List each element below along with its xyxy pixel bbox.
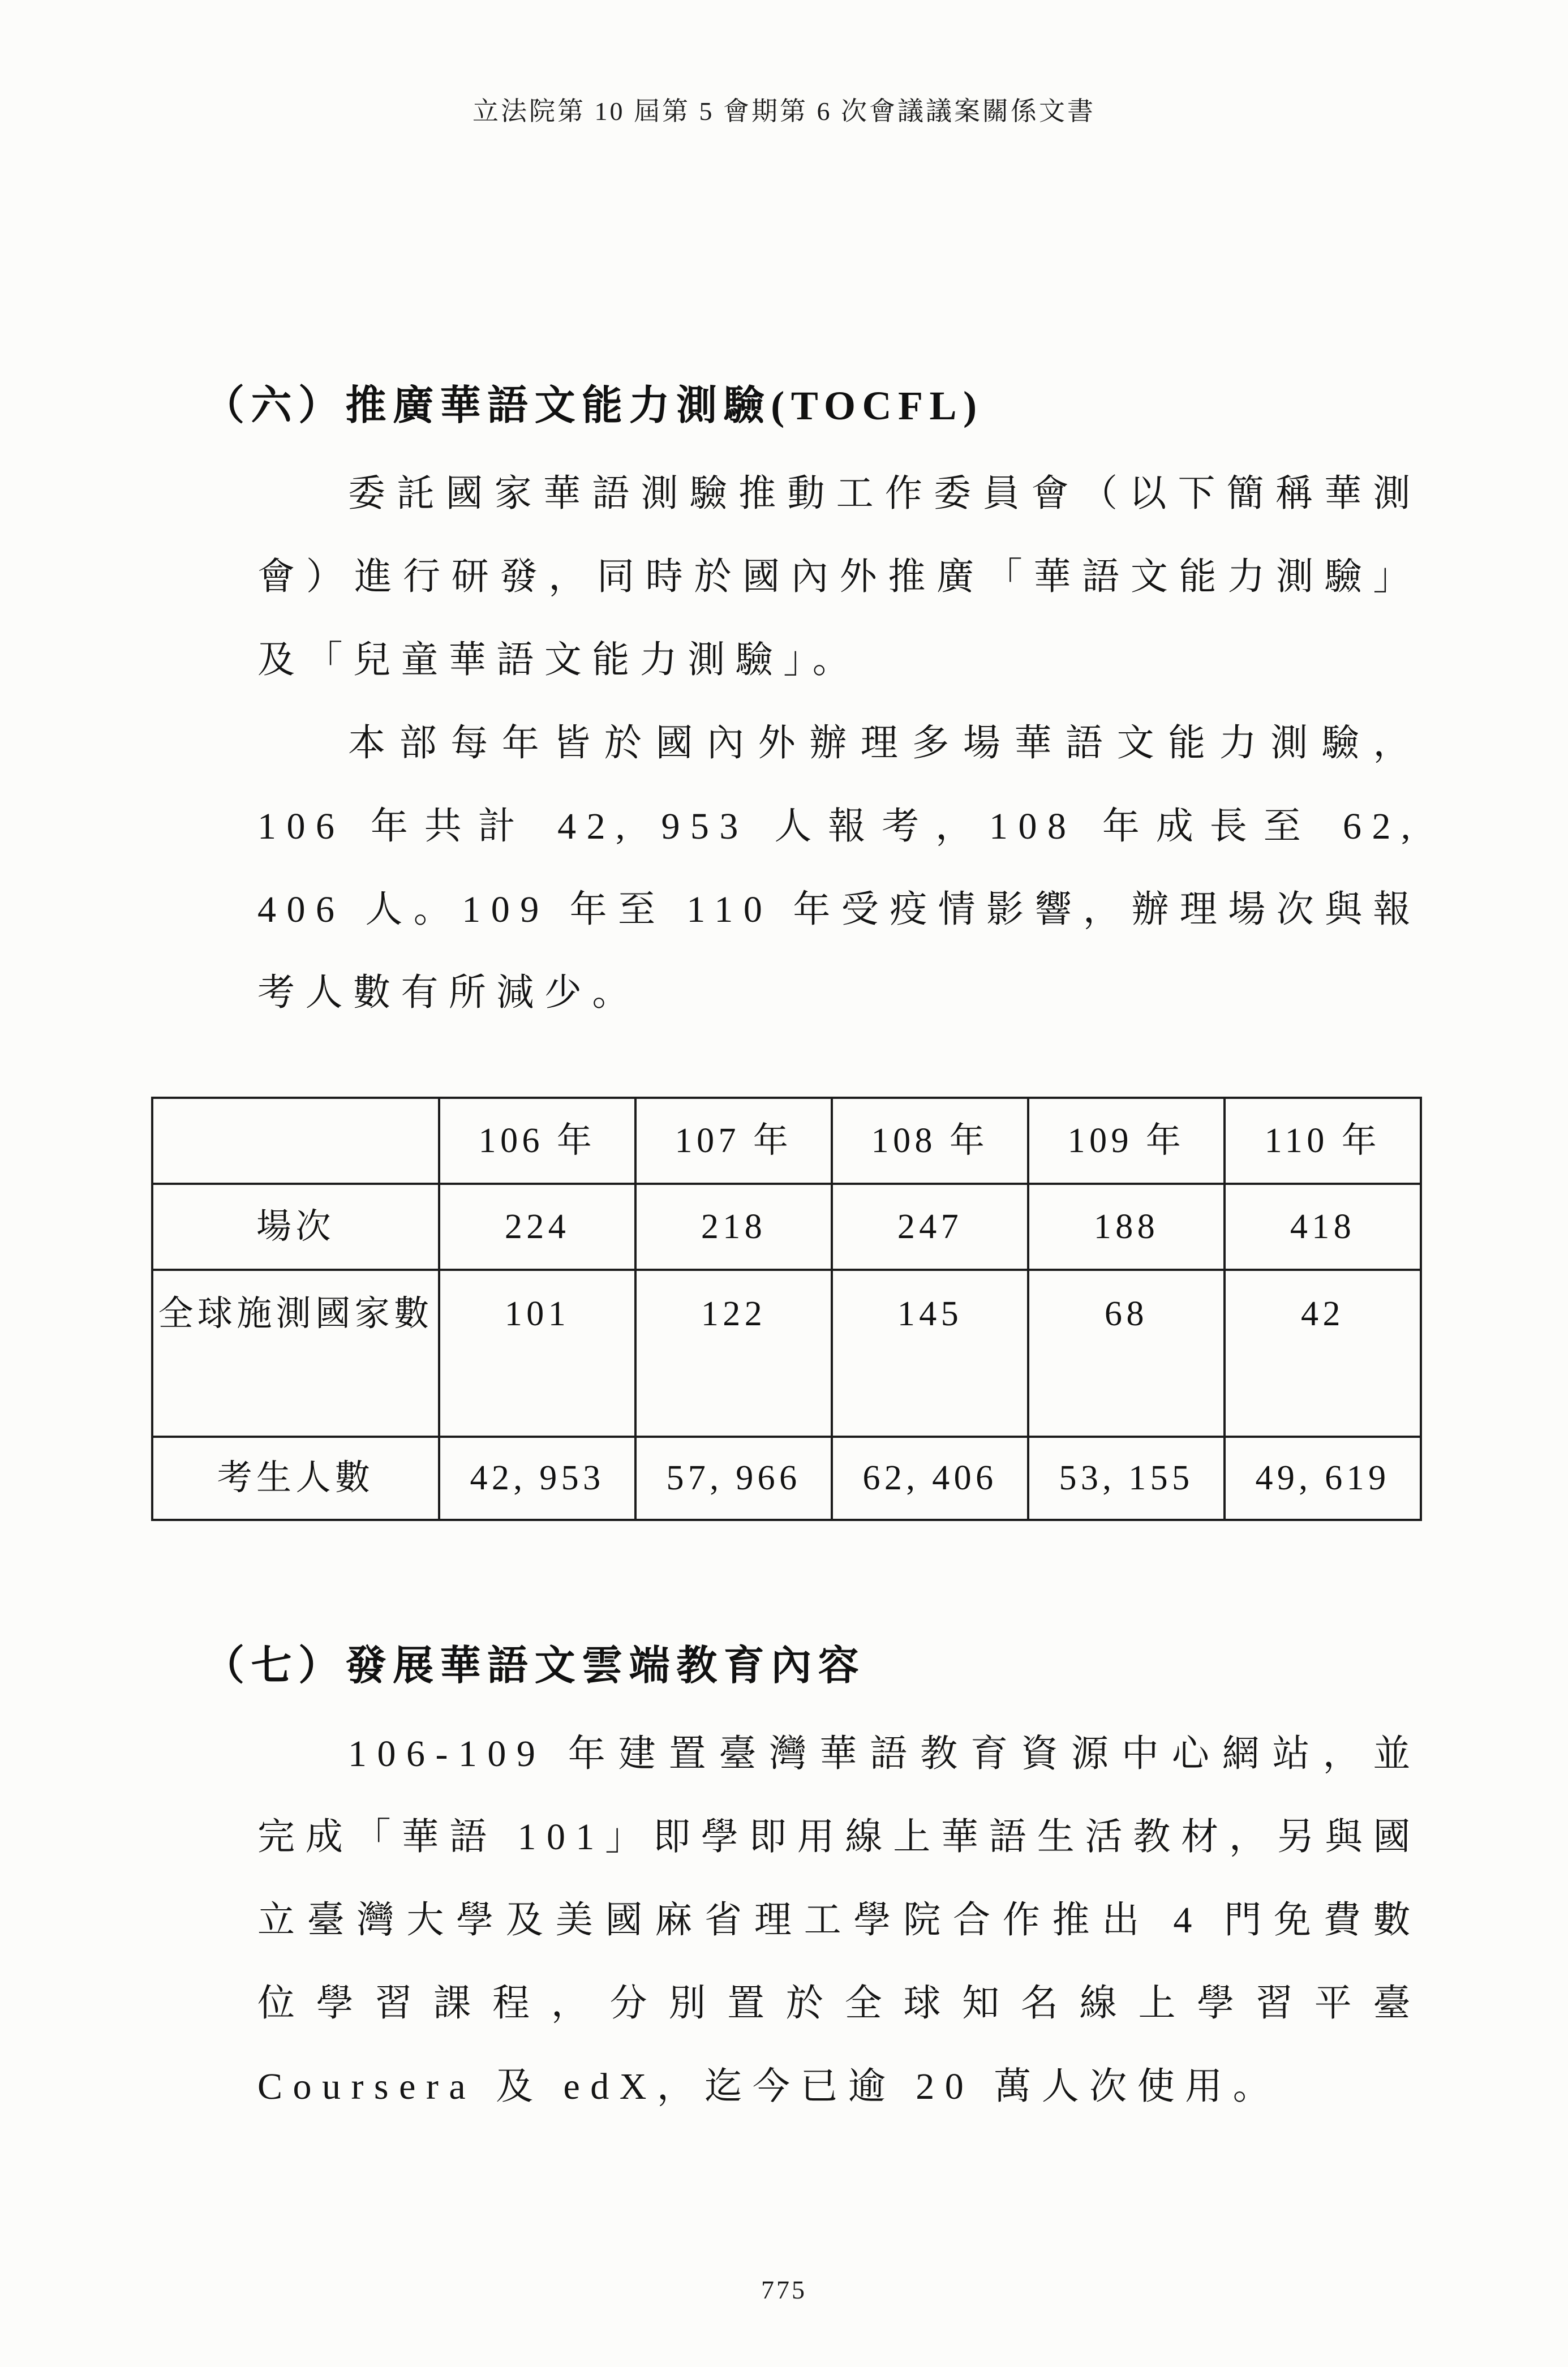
page-number: 775 [761, 2275, 807, 2304]
paragraph: 委託國家華語測驗推動工作委員會（以下簡稱華測會）進行研發，同時於國內外推廣「華語文能力測驗」及「兒童華語文能力測驗」。 [257, 472, 1421, 681]
section-7-heading: （七）發展華語文雲端教育內容 [204, 1643, 866, 1689]
table-header-year-106: 106 年 [439, 1098, 635, 1184]
row-label: 場次 [152, 1184, 439, 1270]
paragraph: 本部每年皆於國內外辦理多場華語文能力測驗，106 年共計 42, 953 人報考，108 年成長至 62, 406 人。109 年至 110 年受疫情影響，辦理場次與報考人數有所減少。 [257, 722, 1421, 1013]
table-cell: 218 [635, 1184, 832, 1270]
table-cell: 224 [439, 1184, 635, 1270]
row-label: 全球施測國家數 [152, 1270, 439, 1437]
table-cell: 49, 619 [1225, 1437, 1421, 1520]
content-area [204, 383, 1421, 1034]
table-cell: 53, 155 [1028, 1437, 1225, 1520]
table-cell: 42, 953 [439, 1437, 635, 1520]
table-row-countries [152, 1270, 1421, 1437]
table-cell: 101 [439, 1270, 635, 1437]
tocfl-statistics-table [151, 1097, 1422, 1521]
table-corner-cell [152, 1098, 439, 1184]
paragraph: 106-109 年建置臺灣華語教育資源中心網站，並完成「華語 101」即學即用線上華語生活教材，另與國立臺灣大學及美國麻省理工學院合作推出 4 門免費數位學習課程，分別置於全球知名線上學習平臺 Coursera 及 edX，迄今已逾 20 萬人次使用。 [257, 1733, 1421, 2107]
table-cell: 122 [635, 1270, 832, 1437]
section-7 [204, 1643, 1421, 2128]
section-6 [204, 383, 1421, 1034]
table-cell: 57, 966 [635, 1437, 832, 1520]
table-row-sessions [152, 1184, 1421, 1270]
section-6-body [257, 452, 1421, 1034]
table-cell: 68 [1028, 1270, 1225, 1437]
document-header-title: 立法院第 10 屆第 5 會期第 6 次會議議案關係文書 [472, 97, 1096, 126]
table-cell: 418 [1225, 1184, 1421, 1270]
table-header-year-109: 109 年 [1028, 1098, 1225, 1184]
table-cell: 42 [1225, 1270, 1421, 1437]
table-cell: 62, 406 [832, 1437, 1028, 1520]
table-header-year-107: 107 年 [635, 1098, 832, 1184]
table-header-row [152, 1098, 1421, 1184]
table-cell: 247 [832, 1184, 1028, 1270]
table-cell: 188 [1028, 1184, 1225, 1270]
table-header-year-110: 110 年 [1225, 1098, 1421, 1184]
tocfl-statistics-table-wrapper [151, 1097, 1568, 1521]
content-area [204, 1643, 1421, 2128]
table-cell: 145 [832, 1270, 1028, 1437]
table-row-examinees [152, 1437, 1421, 1520]
section-7-body [257, 1712, 1421, 2128]
section-6-heading: （六）推廣華語文能力測驗(TOCFL) [204, 383, 983, 428]
row-label: 考生人數 [152, 1437, 439, 1520]
table-header-year-108: 108 年 [832, 1098, 1028, 1184]
